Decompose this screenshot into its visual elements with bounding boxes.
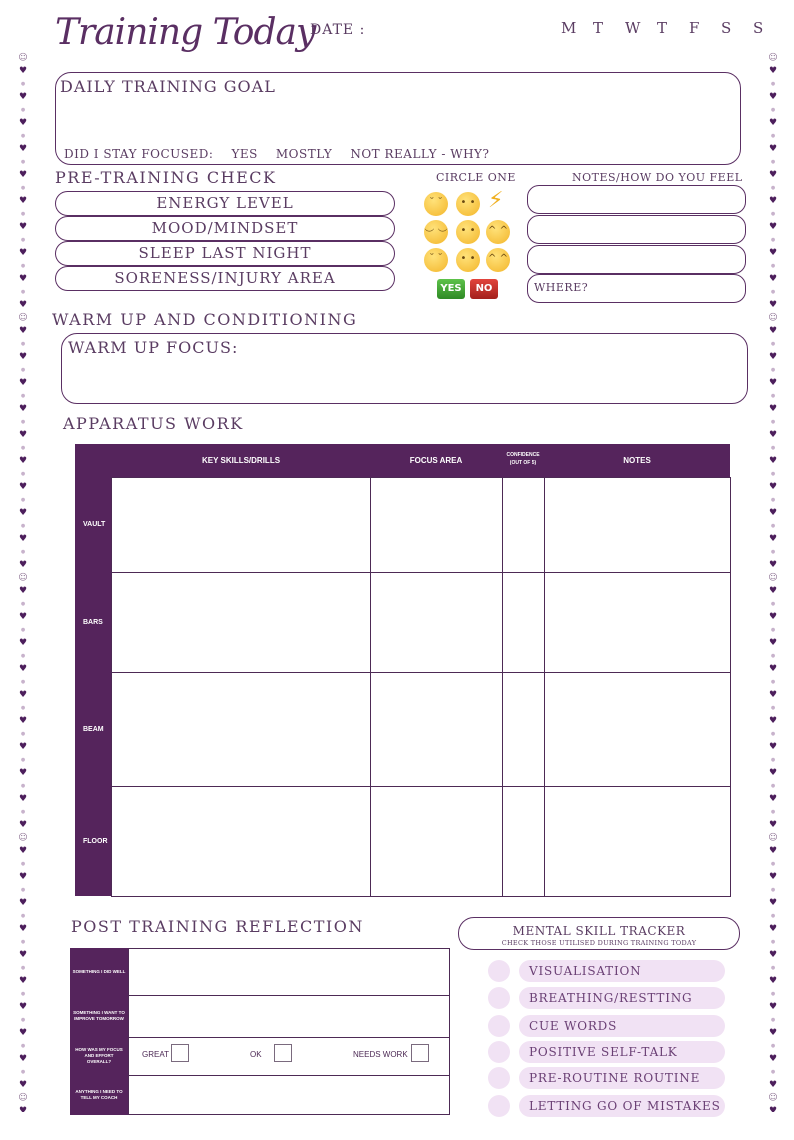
dot-ornament-icon: ● xyxy=(770,731,776,737)
dot-ornament-icon: ● xyxy=(770,237,776,243)
floor-confidence-cell[interactable] xyxy=(502,786,545,897)
pre-training-heading: PRE-TRAINING CHECK xyxy=(55,168,277,187)
dot-ornament-icon: ● xyxy=(770,549,776,555)
day-fri[interactable]: F xyxy=(689,19,700,37)
tracker-subtitle: CHECK THOSE UTILISED DURING TRAINING TODAY xyxy=(501,939,697,947)
dot-ornament-icon: ● xyxy=(20,393,26,399)
dot-ornament-icon: ● xyxy=(770,887,776,893)
heart-ornament-icon: ♥ xyxy=(768,586,778,596)
dot-ornament-icon: ● xyxy=(20,627,26,633)
heart-ornament-icon: ♥ xyxy=(18,352,28,362)
dot-ornament-icon: ● xyxy=(20,809,26,815)
heart-ornament-icon: ♥ xyxy=(18,508,28,518)
bars-notes-cell[interactable] xyxy=(544,572,731,673)
skill-label: POSITIVE SELF-TALK xyxy=(519,1041,725,1063)
heart-ornament-icon: ♥ xyxy=(768,534,778,544)
dot-ornament-icon: ● xyxy=(20,1043,26,1049)
heart-ornament-icon: ♥ xyxy=(768,742,778,752)
day-wed[interactable]: W xyxy=(625,19,641,37)
dot-ornament-icon: ● xyxy=(770,419,776,425)
beam-key-skills-cell[interactable] xyxy=(111,672,371,787)
heart-ornament-icon: ♥ xyxy=(768,352,778,362)
heart-ornament-icon: ♥ xyxy=(18,1080,28,1090)
heart-ornament-icon: ♥ xyxy=(768,378,778,388)
heart-ornament-icon: ♥ xyxy=(768,690,778,700)
heart-ornament-icon: ♥ xyxy=(18,716,28,726)
dot-ornament-icon: ● xyxy=(770,861,776,867)
heart-ornament-icon: ♥ xyxy=(18,1002,28,1012)
dot-ornament-icon: ● xyxy=(20,341,26,347)
dot-ornament-icon: ● xyxy=(20,237,26,243)
heart-ornament-icon: ♥ xyxy=(768,846,778,856)
row-label-vault: VAULT xyxy=(75,477,111,572)
smiley-ornament-icon: ☺ xyxy=(768,833,778,843)
daily-goal-label: DAILY TRAINING GOAL xyxy=(60,77,276,96)
heart-ornament-icon: ♥ xyxy=(768,1054,778,1064)
dot-ornament-icon: ● xyxy=(770,601,776,607)
heart-ornament-icon: ♥ xyxy=(18,638,28,648)
heart-ornament-icon: ♥ xyxy=(768,222,778,232)
heart-ornament-icon: ♥ xyxy=(18,326,28,336)
day-thu[interactable]: T xyxy=(657,19,668,37)
heart-ornament-icon: ♥ xyxy=(18,404,28,414)
smiley-ornament-icon: ☺ xyxy=(18,1093,28,1103)
heart-ornament-icon: ♥ xyxy=(768,170,778,180)
dot-ornament-icon: ● xyxy=(770,133,776,139)
dot-ornament-icon: ● xyxy=(20,991,26,997)
reflection-label-focus: HOW WAS MY FOCUS AND EFFORT OVERALL? xyxy=(70,1037,128,1075)
warm-up-focus-label: WARM UP FOCUS: xyxy=(68,338,239,357)
where-field[interactable] xyxy=(527,274,746,303)
heart-ornament-icon: ♥ xyxy=(18,430,28,440)
dot-ornament-icon: ● xyxy=(770,393,776,399)
sleepy-emoji-icon[interactable]: ˘ ˘ xyxy=(424,248,448,272)
col-confidence-scale: (OUT OF 5) xyxy=(509,460,537,466)
heart-ornament-icon: ♥ xyxy=(768,664,778,674)
skill-checkbox[interactable] xyxy=(488,1067,510,1089)
notes-field[interactable] xyxy=(527,245,746,274)
heart-ornament-icon: ♥ xyxy=(18,534,28,544)
dot-ornament-icon: ● xyxy=(20,107,26,113)
floor-key-skills-cell[interactable] xyxy=(111,786,371,897)
dot-ornament-icon: ● xyxy=(20,913,26,919)
heart-ornament-icon: ♥ xyxy=(768,196,778,206)
focus-question-label: DID I STAY FOCUSED: xyxy=(64,147,214,161)
no-button[interactable]: NO xyxy=(470,279,498,299)
heart-ornament-icon: ♥ xyxy=(18,248,28,258)
dot-ornament-icon: ● xyxy=(20,445,26,451)
dot-ornament-icon: ● xyxy=(770,627,776,633)
dot-ornament-icon: ● xyxy=(770,965,776,971)
smiley-ornament-icon: ☺ xyxy=(18,833,28,843)
dot-ornament-icon: ● xyxy=(20,757,26,763)
heart-ornament-icon: ♥ xyxy=(768,300,778,310)
heart-ornament-icon: ♥ xyxy=(768,326,778,336)
smiley-ornament-icon: ☺ xyxy=(768,53,778,63)
dot-ornament-icon: ● xyxy=(770,757,776,763)
warm-up-focus-box[interactable] xyxy=(61,333,748,404)
heart-ornament-icon: ♥ xyxy=(18,820,28,830)
dot-ornament-icon: ● xyxy=(20,1017,26,1023)
tired-emoji-icon[interactable]: ︶ ︶ xyxy=(424,220,448,244)
skill-checkbox[interactable] xyxy=(488,1041,510,1063)
heart-ornament-icon: ♥ xyxy=(18,794,28,804)
reflection-heading: POST TRAINING REFLECTION xyxy=(71,917,364,936)
rating-needs-work-checkbox[interactable] xyxy=(411,1044,429,1062)
heart-ornament-icon: ♥ xyxy=(18,898,28,908)
mood-mindset-field[interactable]: MOOD/MINDSET xyxy=(55,216,395,241)
skill-checkbox[interactable] xyxy=(488,1015,510,1037)
heart-ornament-icon: ♥ xyxy=(768,768,778,778)
heart-ornament-icon: ♥ xyxy=(768,612,778,622)
smiley-ornament-icon: ☺ xyxy=(18,53,28,63)
heart-ornament-icon: ♥ xyxy=(768,924,778,934)
rating-ok-label: OK xyxy=(250,1050,262,1059)
where-label: WHERE? xyxy=(534,281,589,294)
dot-ornament-icon: ● xyxy=(20,185,26,191)
dot-ornament-icon: ● xyxy=(20,289,26,295)
heart-ornament-icon: ♥ xyxy=(768,1106,778,1112)
dot-ornament-icon: ● xyxy=(770,809,776,815)
vault-key-skills-cell[interactable] xyxy=(111,477,371,573)
happy-emoji-icon[interactable]: ^ ^ xyxy=(486,220,510,244)
neutral-emoji-icon[interactable]: • • xyxy=(456,192,480,216)
heart-ornament-icon: ♥ xyxy=(768,560,778,570)
dot-ornament-icon: ● xyxy=(20,1069,26,1075)
dot-ornament-icon: ● xyxy=(20,367,26,373)
skill-label: PRE-ROUTINE ROUTINE xyxy=(519,1067,725,1089)
heart-ornament-icon: ♥ xyxy=(18,1054,28,1064)
heart-ornament-icon: ♥ xyxy=(768,66,778,76)
dot-ornament-icon: ● xyxy=(20,211,26,217)
heart-ornament-icon: ♥ xyxy=(768,950,778,960)
tracker-title: MENTAL SKILL TRACKER xyxy=(512,924,686,938)
dot-ornament-icon: ● xyxy=(770,939,776,945)
dot-ornament-icon: ● xyxy=(20,679,26,685)
col-key-skills: KEY SKILLS/DRILLS xyxy=(201,456,281,465)
dot-ornament-icon: ● xyxy=(770,471,776,477)
dot-ornament-icon: ● xyxy=(20,601,26,607)
lightning-icon[interactable]: ⚡ xyxy=(488,188,504,213)
dot-ornament-icon: ● xyxy=(20,159,26,165)
dot-ornament-icon: ● xyxy=(20,705,26,711)
dot-ornament-icon: ● xyxy=(770,523,776,529)
heart-ornament-icon: ♥ xyxy=(768,638,778,648)
notes-field[interactable] xyxy=(527,185,746,214)
heart-ornament-icon: ♥ xyxy=(768,716,778,726)
dot-ornament-icon: ● xyxy=(20,861,26,867)
sad-emoji-icon[interactable]: • • xyxy=(456,220,480,244)
weekday-selector xyxy=(561,19,785,37)
heart-ornament-icon: ♥ xyxy=(18,742,28,752)
heart-ornament-icon: ♥ xyxy=(18,196,28,206)
heart-ornament-icon: ♥ xyxy=(18,456,28,466)
col-confidence: CONFIDENCE xyxy=(506,452,540,458)
heart-ornament-icon: ♥ xyxy=(768,248,778,258)
heart-ornament-icon: ♥ xyxy=(768,976,778,986)
vault-notes-cell[interactable] xyxy=(544,477,731,573)
dot-ornament-icon: ● xyxy=(770,263,776,269)
left-border-ornament xyxy=(17,52,29,1112)
day-sat[interactable]: S xyxy=(721,19,732,37)
dot-ornament-icon: ● xyxy=(770,445,776,451)
skill-label: CUE WORDS xyxy=(519,1015,725,1037)
skill-checkbox[interactable] xyxy=(488,960,510,982)
heart-ornament-icon: ♥ xyxy=(18,144,28,154)
heart-ornament-icon: ♥ xyxy=(768,508,778,518)
col-notes: NOTES xyxy=(623,456,651,465)
heart-ornament-icon: ♥ xyxy=(18,664,28,674)
dot-ornament-icon: ● xyxy=(20,887,26,893)
dot-ornament-icon: ● xyxy=(20,497,26,503)
dot-ornament-icon: ● xyxy=(20,731,26,737)
dot-ornament-icon: ● xyxy=(770,783,776,789)
heart-ornament-icon: ♥ xyxy=(18,300,28,310)
dot-ornament-icon: ● xyxy=(770,1043,776,1049)
skill-checkbox[interactable] xyxy=(488,987,510,1009)
right-border-ornament xyxy=(767,52,779,1112)
bars-key-skills-cell[interactable] xyxy=(111,572,371,673)
heart-ornament-icon: ♥ xyxy=(18,950,28,960)
sleep-field[interactable]: SLEEP LAST NIGHT xyxy=(55,241,395,266)
heart-ornament-icon: ♥ xyxy=(18,170,28,180)
focus-option-not-really[interactable]: NOT REALLY - WHY? xyxy=(350,147,490,161)
day-mon[interactable]: M xyxy=(561,19,577,37)
skill-label: LETTING GO OF MISTAKES xyxy=(519,1095,725,1117)
row-label-beam: BEAM xyxy=(75,672,111,786)
heart-ornament-icon: ♥ xyxy=(18,92,28,102)
dot-ornament-icon: ● xyxy=(20,783,26,789)
rating-great-checkbox[interactable] xyxy=(171,1044,189,1062)
dot-ornament-icon: ● xyxy=(20,81,26,87)
day-sun[interactable]: S xyxy=(753,19,764,37)
mental-skill-tracker-header xyxy=(458,917,740,950)
yes-button[interactable]: YES xyxy=(437,279,465,299)
dot-ornament-icon: ● xyxy=(770,185,776,191)
dot-ornament-icon: ● xyxy=(20,549,26,555)
heart-ornament-icon: ♥ xyxy=(18,118,28,128)
heart-ornament-icon: ♥ xyxy=(768,820,778,830)
heart-ornament-icon: ♥ xyxy=(768,1080,778,1090)
heart-ornament-icon: ♥ xyxy=(768,872,778,882)
dot-ornament-icon: ● xyxy=(770,289,776,295)
dot-ornament-icon: ● xyxy=(20,939,26,945)
did-well-field[interactable] xyxy=(128,948,450,996)
dot-ornament-icon: ● xyxy=(20,653,26,659)
heart-ornament-icon: ♥ xyxy=(18,612,28,622)
row-label-bars: BARS xyxy=(75,572,111,672)
warm-up-heading: WARM UP AND CONDITIONING xyxy=(52,310,358,329)
dot-ornament-icon: ● xyxy=(770,705,776,711)
heart-ornament-icon: ♥ xyxy=(18,846,28,856)
heart-ornament-icon: ♥ xyxy=(18,768,28,778)
heart-ornament-icon: ♥ xyxy=(18,560,28,570)
beam-focus-area-cell[interactable] xyxy=(370,672,503,787)
dot-ornament-icon: ● xyxy=(20,965,26,971)
heart-ornament-icon: ♥ xyxy=(18,586,28,596)
apparatus-heading: APPARATUS WORK xyxy=(63,414,244,433)
dot-ornament-icon: ● xyxy=(770,81,776,87)
daily-goal-box[interactable] xyxy=(55,72,741,165)
heart-ornament-icon: ♥ xyxy=(768,482,778,492)
heart-ornament-icon: ♥ xyxy=(18,872,28,882)
heart-ornament-icon: ♥ xyxy=(768,456,778,466)
notes-feel-label: NOTES/HOW DO YOU FEEL xyxy=(572,171,743,184)
heart-ornament-icon: ♥ xyxy=(18,378,28,388)
heart-ornament-icon: ♥ xyxy=(18,482,28,492)
vault-focus-area-cell[interactable] xyxy=(370,477,503,573)
page-title: Training Today xyxy=(55,12,316,53)
smiley-ornament-icon: ☺ xyxy=(18,313,28,323)
heart-ornament-icon: ♥ xyxy=(18,924,28,934)
rating-needs-work-label: NEEDS WORK xyxy=(353,1050,408,1059)
heart-ornament-icon: ♥ xyxy=(18,1106,28,1112)
dot-ornament-icon: ● xyxy=(20,133,26,139)
happy-emoji-icon[interactable]: ^ ^ xyxy=(486,248,510,272)
dot-ornament-icon: ● xyxy=(770,991,776,997)
dot-ornament-icon: ● xyxy=(770,679,776,685)
heart-ornament-icon: ♥ xyxy=(768,92,778,102)
skill-label: BREATHING/RESTTING xyxy=(519,987,725,1009)
smiley-ornament-icon: ☺ xyxy=(768,573,778,583)
heart-ornament-icon: ♥ xyxy=(18,222,28,232)
heart-ornament-icon: ♥ xyxy=(768,144,778,154)
dot-ornament-icon: ● xyxy=(770,1017,776,1023)
skill-label: VISUALISATION xyxy=(519,960,725,982)
circle-one-label: CIRCLE ONE xyxy=(436,171,516,184)
vault-confidence-cell[interactable] xyxy=(502,477,545,573)
dot-ornament-icon: ● xyxy=(20,523,26,529)
heart-ornament-icon: ♥ xyxy=(768,274,778,284)
focus-question xyxy=(64,147,507,161)
reflection-label-did-well: SOMETHING I DID WELL xyxy=(70,948,128,995)
reflection-label-coach: ANYTHING I NEED TO TELL MY COACH xyxy=(70,1075,128,1115)
dot-ornament-icon: ● xyxy=(770,211,776,217)
rating-great-label: GREAT xyxy=(142,1050,169,1059)
bars-confidence-cell[interactable] xyxy=(502,572,545,673)
dot-ornament-icon: ● xyxy=(20,419,26,425)
dot-ornament-icon: ● xyxy=(770,367,776,373)
reflection-label-improve: SOMETHING I WANT TO IMPROVE TOMORROW xyxy=(70,995,128,1037)
dot-ornament-icon: ● xyxy=(770,1069,776,1075)
heart-ornament-icon: ♥ xyxy=(18,1028,28,1038)
col-focus-area: FOCUS AREA xyxy=(409,456,463,465)
notes-field[interactable] xyxy=(527,215,746,244)
heart-ornament-icon: ♥ xyxy=(768,1028,778,1038)
smiley-ornament-icon: ☺ xyxy=(768,1093,778,1103)
floor-focus-area-cell[interactable] xyxy=(370,786,503,897)
beam-confidence-cell[interactable] xyxy=(502,672,545,787)
improve-field[interactable] xyxy=(128,995,450,1038)
heart-ornament-icon: ♥ xyxy=(18,66,28,76)
date-label: DATE : xyxy=(310,22,366,38)
heart-ornament-icon: ♥ xyxy=(768,794,778,804)
smiley-ornament-icon: ☺ xyxy=(768,313,778,323)
dot-ornament-icon: ● xyxy=(20,263,26,269)
heart-ornament-icon: ♥ xyxy=(768,430,778,440)
beam-notes-cell[interactable] xyxy=(544,672,731,787)
day-tue[interactable]: T xyxy=(593,19,604,37)
dot-ornament-icon: ● xyxy=(770,653,776,659)
dot-ornament-icon: ● xyxy=(770,341,776,347)
heart-ornament-icon: ♥ xyxy=(18,274,28,284)
heart-ornament-icon: ♥ xyxy=(18,976,28,986)
dot-ornament-icon: ● xyxy=(20,471,26,477)
skill-checkbox[interactable] xyxy=(488,1095,510,1117)
row-label-floor: FLOOR xyxy=(75,786,111,896)
dot-ornament-icon: ● xyxy=(770,159,776,165)
dot-ornament-icon: ● xyxy=(770,913,776,919)
sleepy-emoji-icon[interactable]: ˘ ˘ xyxy=(424,192,448,216)
heart-ornament-icon: ♥ xyxy=(18,690,28,700)
bars-focus-area-cell[interactable] xyxy=(370,572,503,673)
smiley-ornament-icon: ☺ xyxy=(18,573,28,583)
heart-ornament-icon: ♥ xyxy=(768,1002,778,1012)
focus-option-mostly[interactable]: MOSTLY xyxy=(275,147,333,161)
heart-ornament-icon: ♥ xyxy=(768,118,778,128)
soreness-field[interactable]: SORENESS/INJURY AREA xyxy=(55,266,395,291)
dot-ornament-icon: ● xyxy=(770,107,776,113)
dot-ornament-icon: ● xyxy=(770,497,776,503)
heart-ornament-icon: ♥ xyxy=(768,404,778,414)
focus-option-yes[interactable]: YES xyxy=(231,147,258,161)
coach-field[interactable] xyxy=(128,1075,450,1115)
neutral-emoji-icon[interactable]: • • xyxy=(456,248,480,272)
energy-level-field[interactable]: ENERGY LEVEL xyxy=(55,191,395,216)
rating-ok-checkbox[interactable] xyxy=(274,1044,292,1062)
floor-notes-cell[interactable] xyxy=(544,786,731,897)
heart-ornament-icon: ♥ xyxy=(768,898,778,908)
